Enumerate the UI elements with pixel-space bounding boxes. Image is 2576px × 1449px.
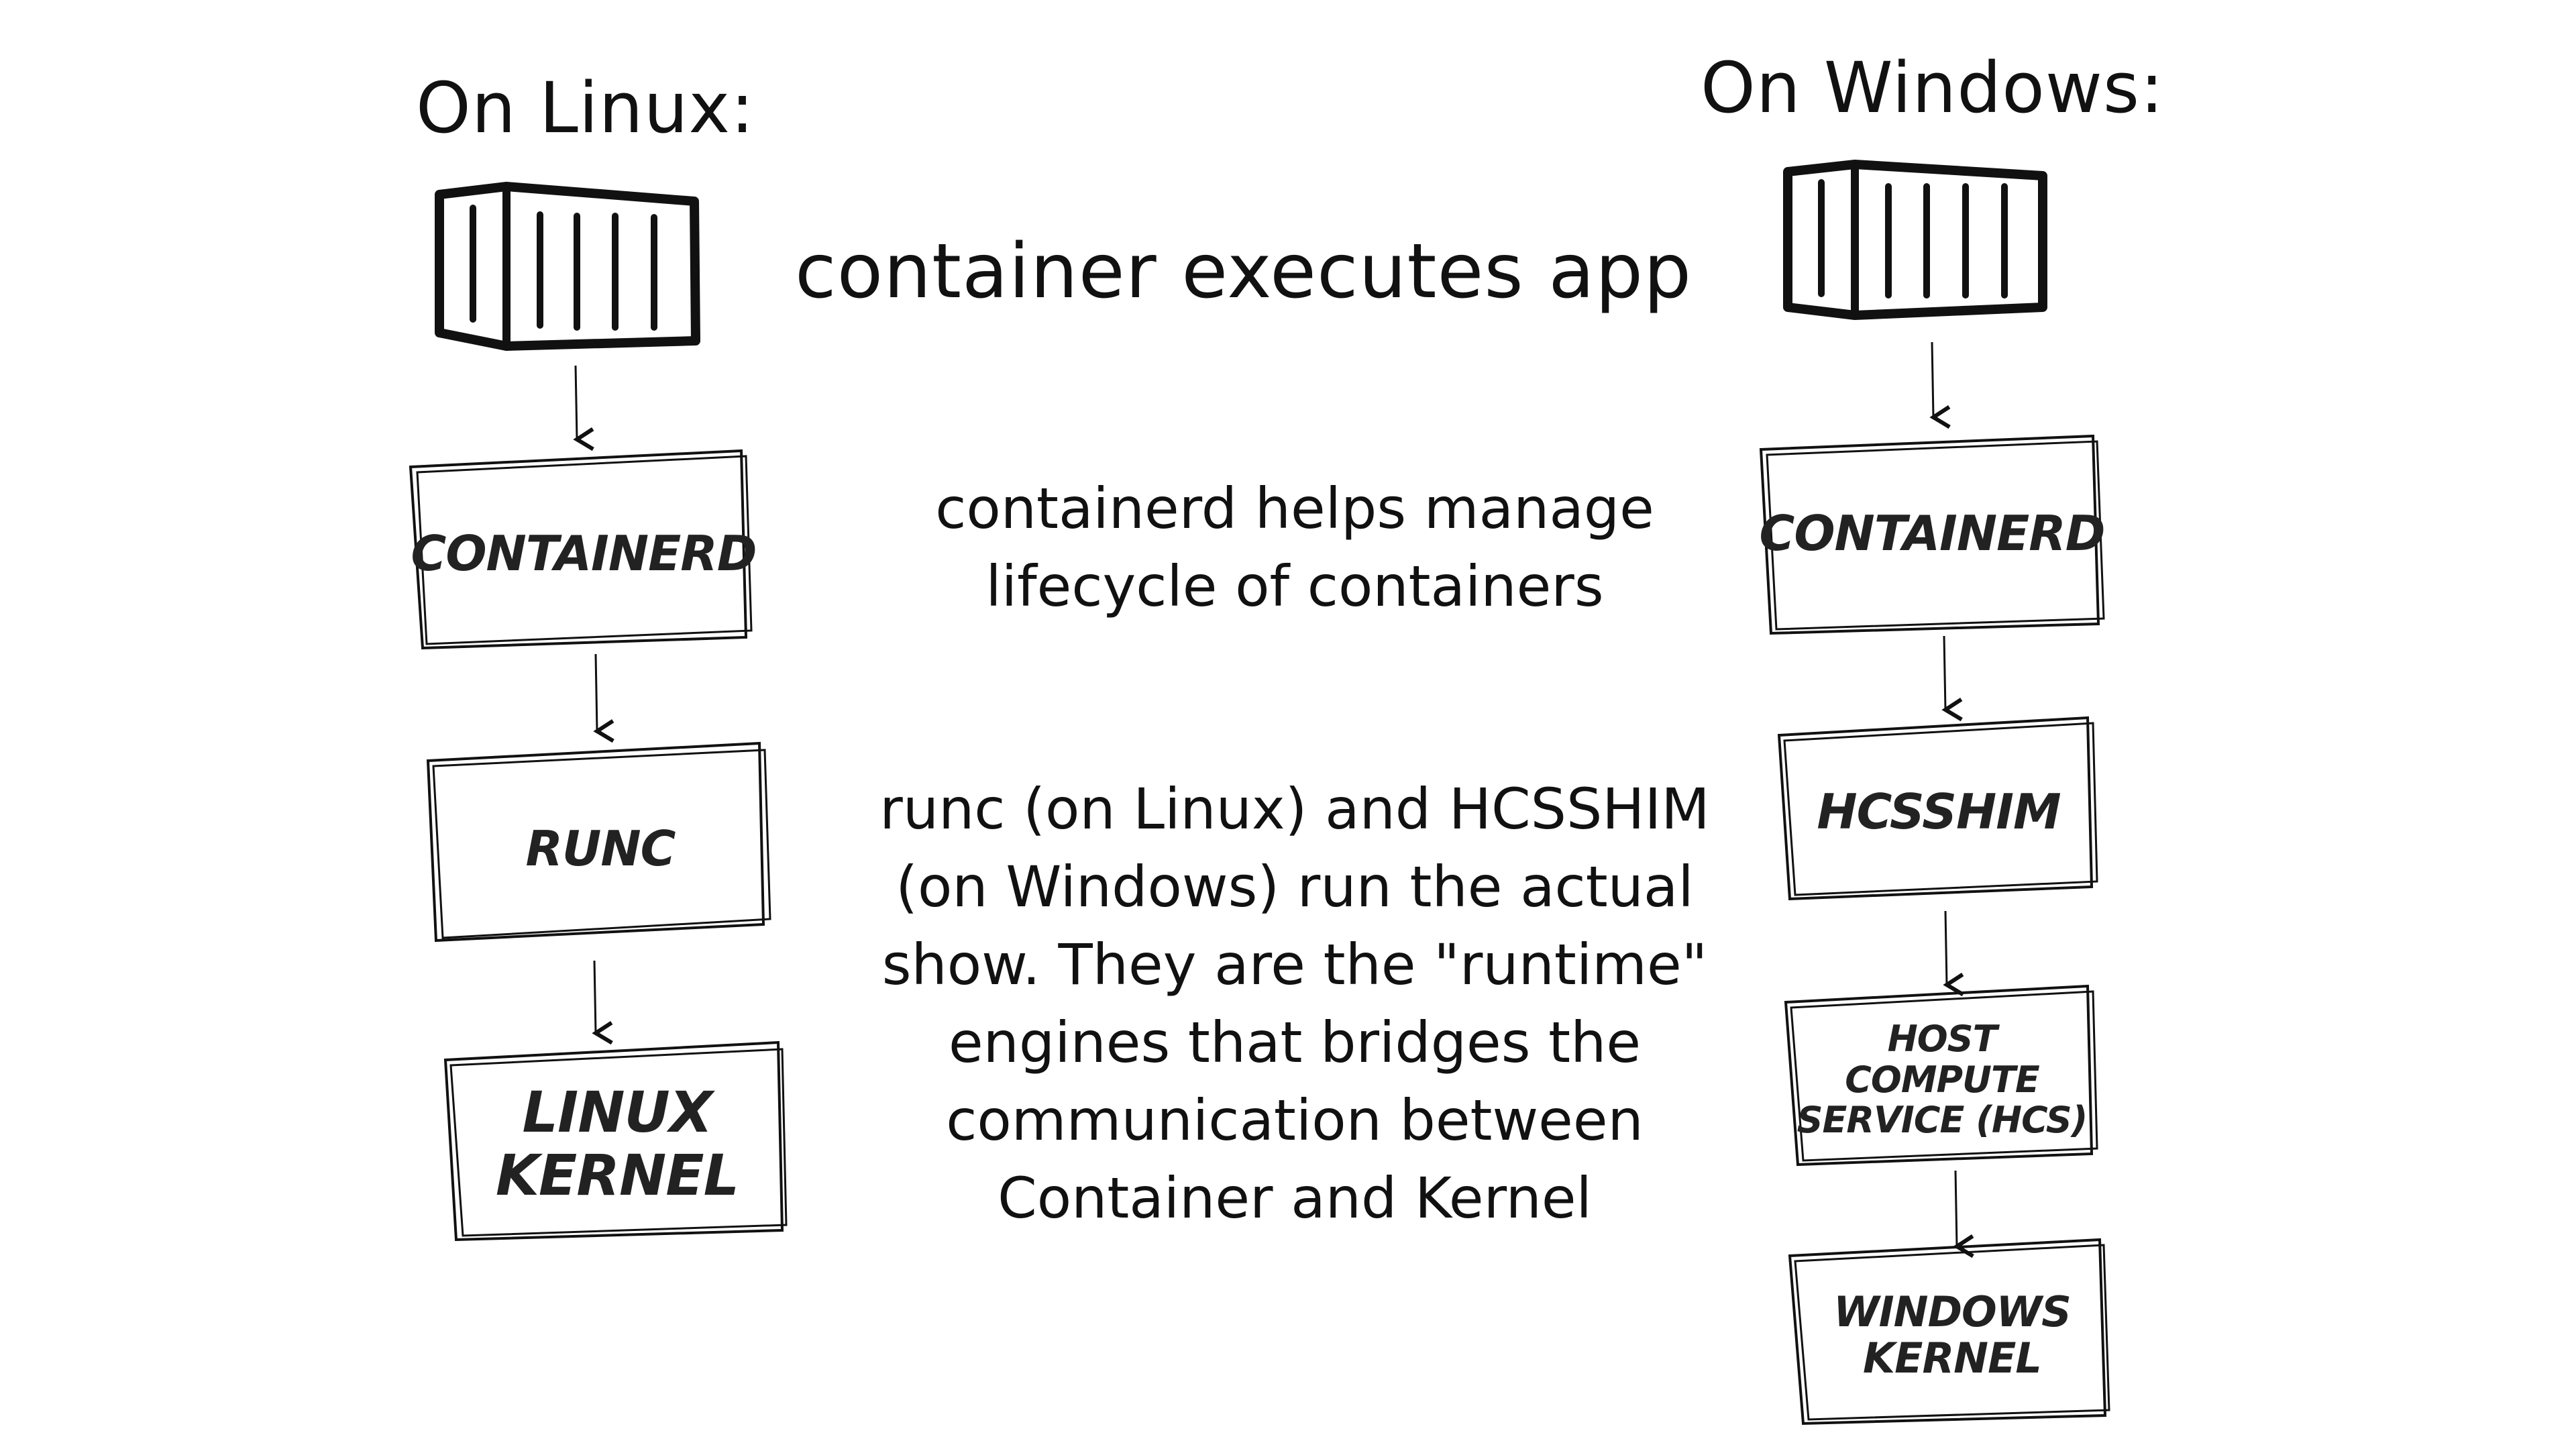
windows-hcs-label	[1794, 1003, 2090, 1157]
containerd-caption	[845, 470, 1744, 625]
linux-container-icon	[439, 186, 696, 346]
linux-arrow-3	[594, 961, 596, 1033]
linux-runc-label: RUNC	[525, 820, 676, 877]
linux-arrow-2	[596, 654, 597, 731]
containerd-caption-line-1: containerd helps manage	[935, 476, 1654, 541]
windows-containerd-label: CONTAINERD	[1759, 504, 2105, 561]
windows-arrow-3	[1945, 911, 1947, 985]
linux-heading: On Linux:	[416, 67, 755, 149]
linux-kernel-label	[456, 1060, 778, 1228]
windows-kernel-label-line-1: WINDOWS	[1833, 1287, 2071, 1336]
windows-arrow-4	[1955, 1171, 1957, 1246]
windows-kernel-label	[1801, 1254, 2103, 1415]
linux-arrow-1	[576, 366, 577, 439]
runtime-caption-line-3: show. They are the "runtime"	[881, 932, 1708, 998]
windows-arrow-2	[1944, 636, 1945, 710]
container-caption: container executes app	[795, 228, 1693, 315]
containerd-caption-line-2: lifecycle of containers	[985, 553, 1604, 619]
windows-heading: On Windows:	[1701, 47, 2165, 129]
linux-kernel-label-line-1: LINUX	[522, 1079, 712, 1145]
runtime-caption-line-4: engines that bridges the	[948, 1010, 1642, 1075]
runtime-caption	[818, 770, 1771, 1237]
runtime-caption-line-5: communication between	[946, 1087, 1644, 1153]
linux-containerd-label: CONTAINERD	[411, 525, 757, 582]
windows-hcs-label-line-2: SERVICE (HCS)	[1796, 1099, 2088, 1142]
windows-container-icon	[1788, 164, 2043, 315]
windows-hcsshim-label: HCSSHIM	[1817, 783, 2061, 840]
runtime-caption-line-6: Container and Kernel	[998, 1165, 1592, 1231]
linux-kernel-label-line-2: KERNEL	[495, 1142, 739, 1208]
windows-kernel-label-line-2: KERNEL	[1863, 1334, 2041, 1383]
runtime-caption-line-2: (on Windows) run the actual	[896, 854, 1694, 920]
windows-arrow-1	[1932, 342, 1933, 417]
windows-hcs-label-line-1: HOST COMPUTE	[1845, 1018, 2039, 1101]
runtime-caption-line-1: runc (on Linux) and HCSSHIM	[879, 776, 1710, 842]
